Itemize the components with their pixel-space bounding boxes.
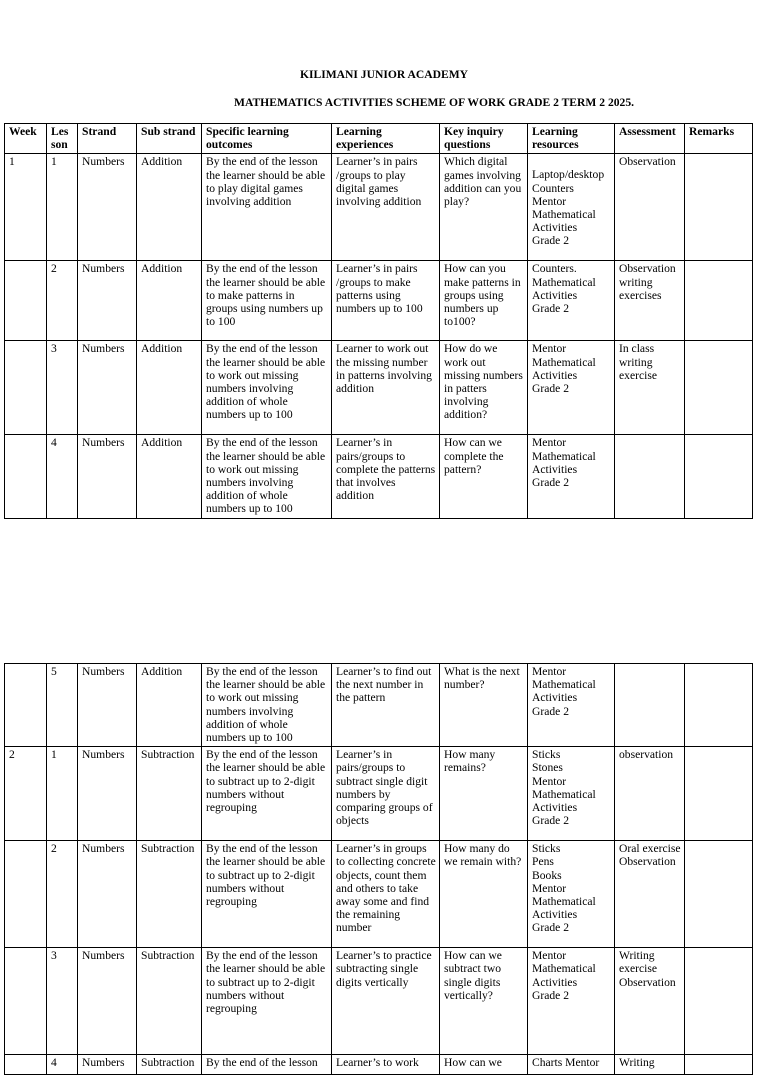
resource-item: Mathematical [532, 895, 596, 909]
experiences-cell: Learner’s to work [332, 1055, 440, 1075]
strand-cell: Numbers [78, 154, 137, 261]
week-cell [5, 1055, 47, 1075]
sub-strand-cell: Addition [137, 435, 202, 518]
resource-item: Mathematical [532, 208, 596, 222]
header-resources: Learning resources [528, 124, 615, 154]
experiences-cell: Learner’s in pairs/groups to subtract single digit numbers by comparing groups of objects [332, 747, 440, 841]
experiences-cell: Learner’s to practice subtracting single digits vertically [332, 948, 440, 1055]
assessment-cell: Writing exercise Observation [615, 948, 685, 1055]
resource-item: Grade 2 [532, 302, 570, 316]
sub-strand-cell: Addition [137, 154, 202, 261]
week-cell [5, 435, 47, 518]
scheme-table-part2 [4, 663, 753, 1075]
table-row [5, 1055, 753, 1075]
experiences-cell: Learner’s in pairs /groups to make patterns using numbers up to 100 [332, 261, 440, 341]
lesson-cell: 5 [47, 664, 78, 747]
header-sub-strand: Sub strand [137, 124, 202, 154]
resource-item: Mathematical [532, 275, 596, 289]
resource-item: Stones [532, 761, 563, 775]
sub-strand-cell: Addition [137, 261, 202, 341]
week-cell [5, 948, 47, 1055]
strand-cell: Numbers [78, 435, 137, 518]
resource-item: Grade 2 [532, 988, 570, 1002]
table-row [5, 261, 753, 341]
week-cell [5, 261, 47, 341]
strand-cell: Numbers [78, 341, 137, 435]
resources-cell [528, 435, 615, 518]
table-row [5, 664, 753, 747]
questions-cell: How many do we remain with? [440, 841, 528, 948]
resources-cell [528, 154, 615, 261]
table-body-part2 [5, 664, 753, 1075]
strand-cell: Numbers [78, 841, 137, 948]
outcomes-cell: By the end of the lesson the learner should be able to work out missing numbers involving addition of whole numbers up to 100 [202, 341, 332, 435]
remarks-cell [685, 1055, 753, 1075]
header-week: Week [5, 124, 47, 154]
sub-strand-cell: Subtraction [137, 841, 202, 948]
resource-item: Activities [532, 221, 578, 235]
strand-cell: Numbers [78, 261, 137, 341]
outcomes-cell: By the end of the lesson [202, 1055, 332, 1075]
questions-cell: How can we complete the pattern? [440, 435, 528, 518]
document-title: MATHEMATICS ACTIVITIES SCHEME OF WORK GRADE 2 TERM 2 2025. [234, 96, 635, 109]
lesson-cell: 2 [47, 261, 78, 341]
week-cell [5, 664, 47, 747]
resource-item: Activities [532, 462, 578, 476]
week-cell: 1 [5, 154, 47, 261]
lesson-cell: 3 [47, 948, 78, 1055]
remarks-cell [685, 261, 753, 341]
assessment-cell [615, 664, 685, 747]
questions-cell: What is the next number? [440, 664, 528, 747]
resources-cell [528, 948, 615, 1055]
resource-item: Activities [532, 801, 578, 815]
header-lesson: Les son [47, 124, 78, 154]
week-cell [5, 341, 47, 435]
lesson-cell: 3 [47, 341, 78, 435]
lesson-cell: 4 [47, 435, 78, 518]
resource-item: Laptop/desktop [532, 168, 605, 182]
strand-cell: Numbers [78, 948, 137, 1055]
assessment-cell: Observation writing exercises [615, 261, 685, 341]
resource-item: Grade 2 [532, 476, 570, 490]
resource-item: Mentor [532, 949, 567, 963]
resource-item: Sticks [532, 842, 561, 856]
table-row [5, 747, 753, 841]
resource-item: Counters [532, 181, 574, 195]
resource-item: Mentor [532, 194, 567, 208]
resource-item: Activities [532, 288, 578, 302]
remarks-cell [685, 747, 753, 841]
week-cell: 2 [5, 747, 47, 841]
resource-item: Mathematical [532, 787, 596, 801]
table-body-part1 [5, 154, 753, 518]
assessment-cell: Oral exercise Observation [615, 841, 685, 948]
assessment-cell [615, 435, 685, 518]
resource-item: Mentor [532, 881, 567, 895]
assessment-cell: Writing [615, 1055, 685, 1075]
school-name: KILIMANI JUNIOR ACADEMY [299, 68, 469, 81]
outcomes-cell: By the end of the lesson the learner should be able to play digital games involving addition [202, 154, 332, 261]
questions-cell: Which digital games involving addition can you play? [440, 154, 528, 261]
lesson-cell: 4 [47, 1055, 78, 1075]
resource-item: Mentor [532, 665, 567, 678]
resource-item: Grade 2 [532, 234, 570, 248]
strand-cell: Numbers [78, 664, 137, 747]
remarks-cell [685, 435, 753, 518]
experiences-cell: Learner’s to find out the next number in the pattern [332, 664, 440, 747]
week-cell [5, 841, 47, 948]
remarks-cell [685, 664, 753, 747]
resources-cell [528, 341, 615, 435]
resource-item: Grade 2 [532, 704, 570, 718]
sub-strand-cell: Subtraction [137, 1055, 202, 1075]
resource-item: Grade 2 [532, 382, 570, 396]
resource-item: Mentor [532, 436, 567, 450]
questions-cell: How do we work out missing numbers in patters involving addition? [440, 341, 528, 435]
resource-item: Books [532, 868, 562, 882]
questions-cell: How many remains? [440, 747, 528, 841]
header-questions: Key inquiry questions [440, 124, 528, 154]
resources-cell [528, 841, 615, 948]
resource-item: Activities [532, 368, 578, 382]
table-row [5, 841, 753, 948]
outcomes-cell: By the end of the lesson the learner should be able to work out missing numbers involving addition of whole numbers up to 100 [202, 664, 332, 747]
questions-cell: How can we subtract two single digits vertically? [440, 948, 528, 1055]
resource-item: Activities [532, 975, 578, 989]
resources-cell [528, 1055, 615, 1075]
sub-strand-cell: Subtraction [137, 948, 202, 1055]
header-strand: Strand [78, 124, 137, 154]
header-experiences: Learning experiences [332, 124, 440, 154]
resource-item: Mentor [532, 342, 567, 356]
resource-item: Mathematical [532, 449, 596, 463]
resources-cell [528, 261, 615, 341]
sub-strand-cell: Addition [137, 341, 202, 435]
resource-item: Mathematical [532, 962, 596, 976]
questions-cell: How can we [440, 1055, 528, 1075]
remarks-cell [685, 948, 753, 1055]
experiences-cell: Learner to work out the missing number in patterns involving addition [332, 341, 440, 435]
remarks-cell [685, 841, 753, 948]
remarks-cell [685, 341, 753, 435]
resource-item: Activities [532, 908, 578, 922]
experiences-cell: Learner’s in pairs/groups to complete the patterns that involves addition [332, 435, 440, 518]
resources-cell [528, 664, 615, 747]
assessment-cell: observation [615, 747, 685, 841]
resources-cell [528, 747, 615, 841]
strand-cell: Numbers [78, 1055, 137, 1075]
experiences-cell: Learner’s in pairs /groups to play digital games involving addition [332, 154, 440, 261]
header-outcomes: Specific learning outcomes [202, 124, 332, 154]
header-assessment: Assessment [615, 124, 685, 154]
resource-item: Grade 2 [532, 921, 570, 935]
table-row [5, 341, 753, 435]
assessment-cell: Observation [615, 154, 685, 261]
scheme-table-part1 [4, 123, 753, 519]
lesson-cell: 1 [47, 154, 78, 261]
header-remarks: Remarks [685, 124, 753, 154]
resource-item: Charts Mentor [532, 1056, 600, 1070]
resource-item: Grade 2 [532, 814, 570, 828]
remarks-cell [685, 154, 753, 261]
questions-cell: How can you make patterns in groups using numbers up to100? [440, 261, 528, 341]
table-row [5, 948, 753, 1055]
outcomes-cell: By the end of the lesson the learner should be able to subtract up to 2-digit numbers without regrouping [202, 948, 332, 1055]
sub-strand-cell: Subtraction [137, 747, 202, 841]
strand-cell: Numbers [78, 747, 137, 841]
table-header-row [5, 124, 753, 154]
resource-item: Activities [532, 691, 578, 705]
resource-item: Counters. [532, 262, 577, 276]
experiences-cell: Learner’s in groups to collecting concrete objects, count them and others to take away some and find the remaining number [332, 841, 440, 948]
resource-item: Pens [532, 855, 554, 869]
sub-strand-cell: Addition [137, 664, 202, 747]
resource-item: Mathematical [532, 355, 596, 369]
outcomes-cell: By the end of the lesson the learner should be able to subtract up to 2-digit numbers without regrouping [202, 747, 332, 841]
resource-item: Mentor [532, 774, 567, 788]
lesson-cell: 2 [47, 841, 78, 948]
outcomes-cell: By the end of the lesson the learner should be able to make patterns in groups using numbers up to 100 [202, 261, 332, 341]
outcomes-cell: By the end of the lesson the learner should be able to work out missing numbers involving addition of whole numbers up to 100 [202, 435, 332, 518]
table-row [5, 435, 753, 518]
assessment-cell: In class writing exercise [615, 341, 685, 435]
lesson-cell: 1 [47, 747, 78, 841]
table-row [5, 154, 753, 261]
resource-item: Sticks [532, 748, 561, 762]
outcomes-cell: By the end of the lesson the learner should be able to subtract up to 2-digit numbers without regrouping [202, 841, 332, 948]
resource-item: Mathematical [532, 678, 596, 692]
